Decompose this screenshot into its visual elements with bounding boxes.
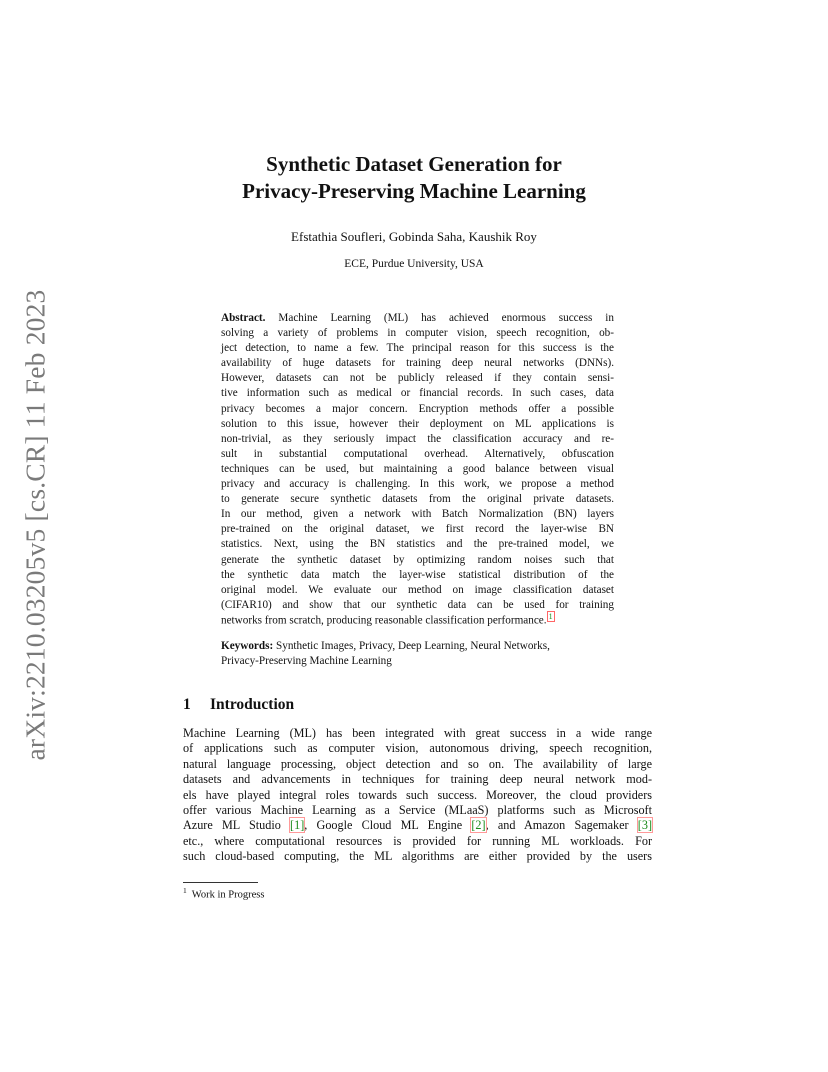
abstract-line-text: Machine Learning (ML) has achieved enormous success in xyxy=(265,312,614,324)
abstract-line: original model. We evaluate our method on image classification dataset xyxy=(221,583,614,596)
intro-line: els have played integral roles towards such success. Moreover, the cloud providers xyxy=(183,787,652,802)
abstract-line xyxy=(221,613,614,629)
abstract-line: generate the synthetic dataset by optimizing random noises such that xyxy=(221,553,614,566)
keywords-label: Keywords: xyxy=(221,640,274,652)
abstract-line: availability of huge datasets for training deep neural networks (DNNs). xyxy=(221,357,614,370)
intro-text: , and Amazon Sagemaker xyxy=(485,818,638,833)
abstract-line: the synthetic data match the layer-wise statistical distribution of the xyxy=(221,568,614,581)
paper-title xyxy=(0,151,828,205)
footnote-text: Work in Progress xyxy=(191,889,265,901)
title-line-1: Synthetic Dataset Generation for xyxy=(266,152,562,176)
intro-line: of applications such as computer vision, autonomous driving, speech recognition, xyxy=(183,741,652,756)
arxiv-identifier-text: arXiv:2210.03205v5 [cs.CR] 11 Feb 2023 xyxy=(19,289,50,761)
footnote-mark: 1 xyxy=(183,886,187,895)
citation-link-2[interactable]: [2] xyxy=(471,818,486,833)
section-heading xyxy=(183,696,294,714)
abstract-label: Abstract. xyxy=(221,312,266,324)
footnote-divider xyxy=(183,882,258,883)
intro-text: , Google Cloud ML Engine xyxy=(304,818,472,833)
intro-line xyxy=(183,818,652,833)
abstract-line: privacy and accuracy is challenging. In this work, we propose a method xyxy=(221,478,614,491)
citation-link-1[interactable]: [1] xyxy=(290,818,305,833)
citation-link-3[interactable]: [3] xyxy=(637,818,653,833)
author-list: Efstathia Soufleri, Gobinda Saha, Kaushik Roy xyxy=(291,229,537,244)
abstract-line: statistics. Next, using the BN statistics and the pre-trained model, we xyxy=(221,538,614,551)
keywords xyxy=(221,639,621,669)
intro-line: such cloud-based computing, the ML algorithms are either provided by the users xyxy=(183,849,652,864)
section-number: 1 xyxy=(183,696,191,713)
abstract-line: (CIFAR10) and show that our synthetic data can be used for training xyxy=(221,598,614,611)
affiliation: ECE, Purdue University, USA xyxy=(344,258,484,270)
footnote-link[interactable]: 1 xyxy=(548,611,553,621)
footnote xyxy=(183,886,264,901)
abstract-line-text: networks from scratch, producing reasonable classification performance. xyxy=(221,614,547,627)
abstract-line xyxy=(221,311,614,326)
section-title: Introduction xyxy=(210,696,295,713)
intro-text: Azure ML Studio xyxy=(183,818,291,833)
abstract-line: However, datasets can not be publicly released if they contain sensi- xyxy=(221,372,614,385)
intro-line: natural language processing, object detection and so on. The availability of large xyxy=(183,756,652,771)
introduction-paragraph xyxy=(183,726,652,865)
abstract-line: non-trivial, as they seriously impact the classification accuracy and re- xyxy=(221,432,614,445)
abstract-line: solution to this issue, however their deployment on ML applications is xyxy=(221,417,614,430)
abstract-line: techniques can be used, but maintaining a good balance between visual xyxy=(221,462,614,475)
intro-line: datasets and advancements in techniques for training deep neural network mod- xyxy=(183,772,652,787)
abstract-line: privacy becomes a major concern. Encryption methods offer a possible xyxy=(221,402,614,415)
abstract xyxy=(221,311,614,629)
abstract-line: pre-trained on the original dataset, we first record the layer-wise BN xyxy=(221,523,614,536)
keywords-line-2: Privacy-Preserving Machine Learning xyxy=(221,655,392,668)
arxiv-identifier-stamp xyxy=(10,290,60,760)
title-line-2: Privacy-Preserving Machine Learning xyxy=(242,179,586,203)
intro-line: offer various Machine Learning as a Service (MLaaS) platforms such as Microsoft xyxy=(183,803,652,818)
abstract-line: solving a variety of problems in computer vision, speech recognition, ob- xyxy=(221,327,614,340)
abstract-line: In our method, given a network with Batch Normalization (BN) layers xyxy=(221,508,614,521)
abstract-line: sult in substantial computational overhead. Alternatively, obfuscation xyxy=(221,447,614,460)
intro-line: Machine Learning (ML) has been integrated with great success in a wide range xyxy=(183,726,652,740)
keywords-line-1 xyxy=(221,639,621,654)
abstract-line: to generate secure synthetic datasets from the original private datasets. xyxy=(221,493,614,506)
abstract-line: ject detection, to name a few. The principal reason for this success is the xyxy=(221,342,614,355)
intro-line: etc., where computational resources is provided for running ML workloads. For xyxy=(183,833,652,848)
abstract-line: tive information such as medical or financial records. In such cases, data xyxy=(221,387,614,400)
keywords-text: Synthetic Images, Privacy, Deep Learning, Neural Networks, xyxy=(273,640,550,652)
